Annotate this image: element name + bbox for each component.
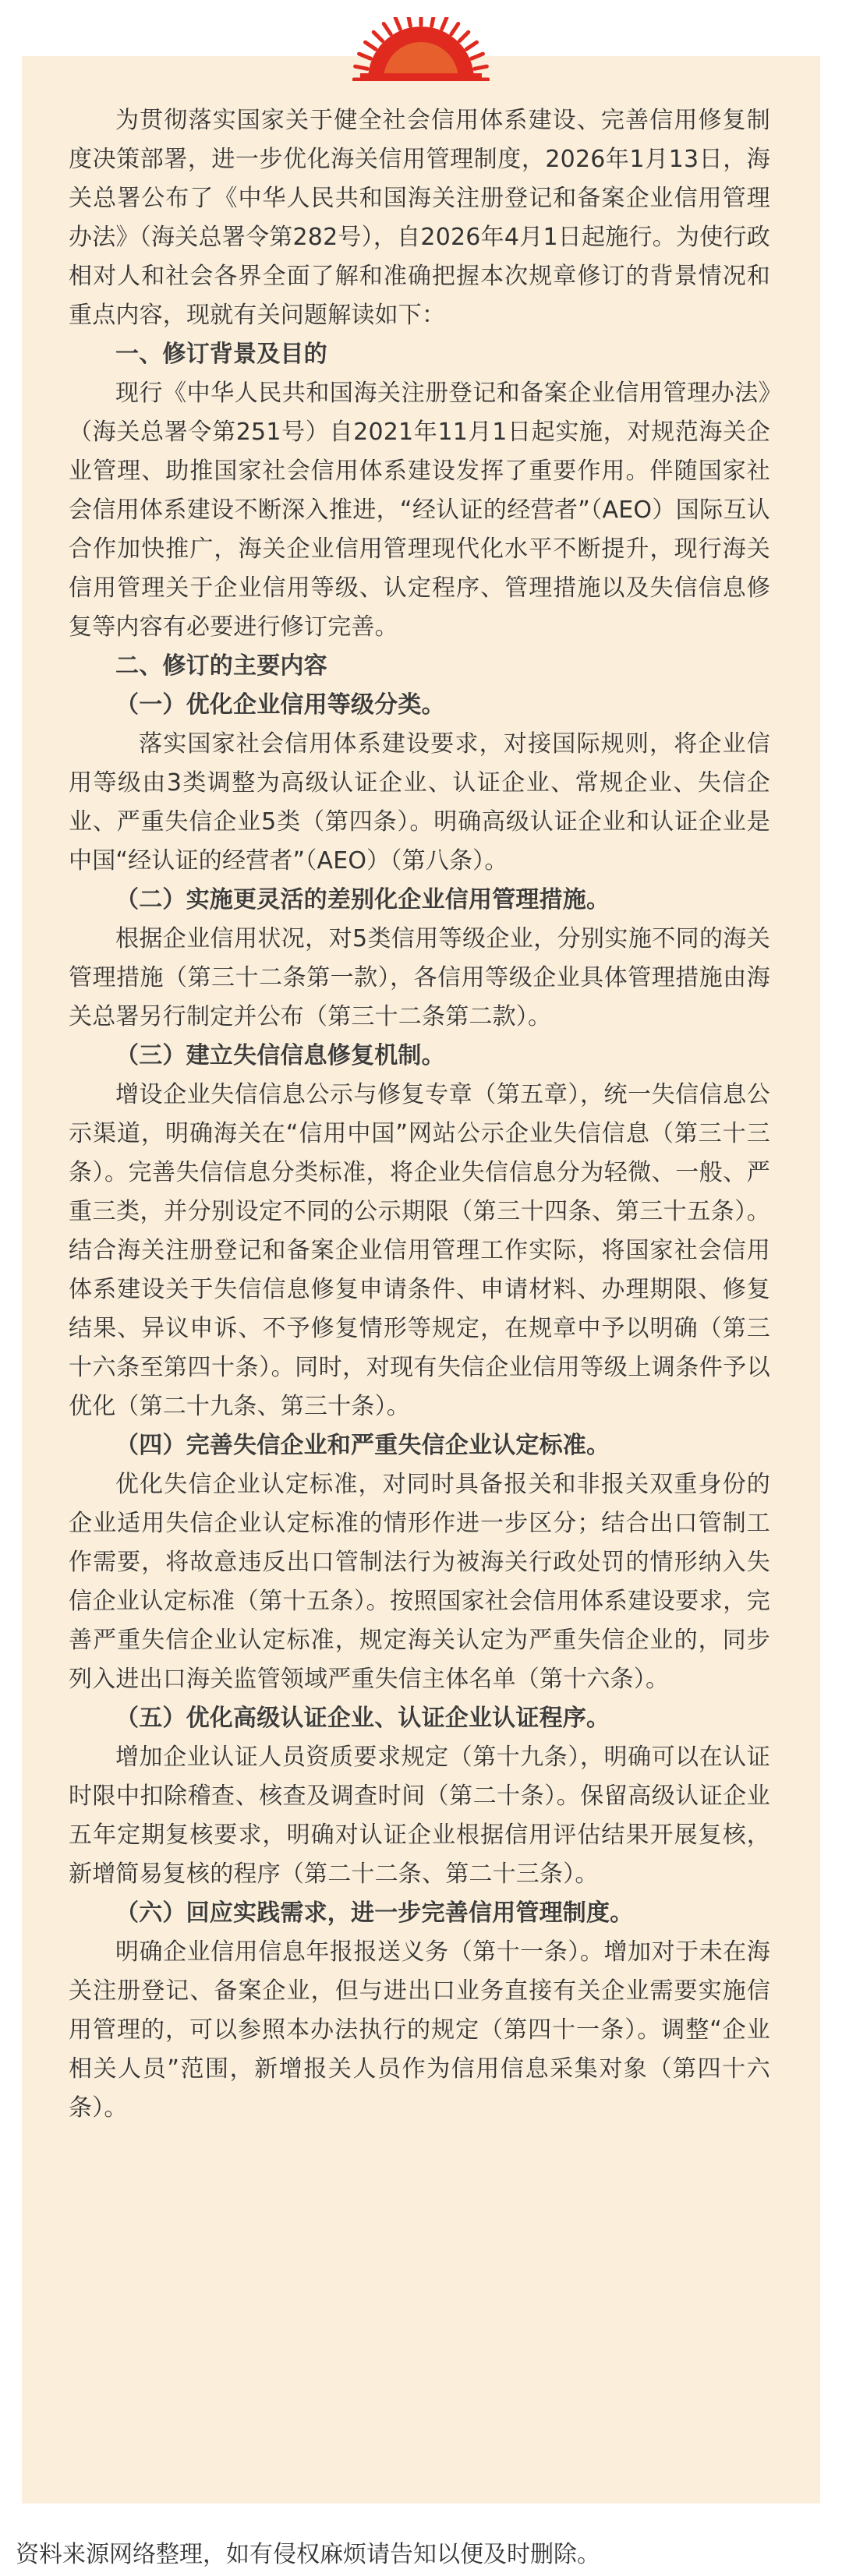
- article-body: [69, 101, 770, 2128]
- sunburst-emblem-icon: [352, 17, 490, 81]
- paragraph-credit-grades: 落实国家社会信用体系建设要求，对接国际规则，将企业信用等级由3类调整为高级认证企业、认证企业、常规企业、失信企业、严重失信企业5类（第四条）。明确高级认证企业和认证企业是中国“经认证的经营者”（AEO）（第八条）。: [69, 730, 770, 875]
- subheading-credit-grades: （一）优化企业信用等级分类。: [115, 691, 445, 719]
- section-heading-background: 一、修订背景及目的: [115, 341, 327, 368]
- background-paragraph: 现行《中华人民共和国海关注册登记和备案企业信用管理办法》（海关总署令第251号）自2021年11月1日起实施，对规范海关企业管理、助推国家社会信用体系建设发挥了重要作用。伴随国家社会信用体系建设不断深入推进，“经认证的经营者”（AEO）国际互认合作加快推广，海关企业信用管理现代化水平不断提升，现行海关信用管理关于企业信用等级、认定程序、管理措施以及失信信息修复等内容有必要进行修订完善。: [69, 380, 770, 641]
- subheading-certification-procedure: （五）优化高级认证企业、认证企业认证程序。: [115, 1705, 610, 1732]
- section-heading-main-content: 二、修订的主要内容: [115, 652, 327, 680]
- paragraph-practice-needs: 明确企业信用信息年报报送义务（第十一条）。增加对于未在海关注册登记、备案企业，但与进出口业务直接有关企业需要实施信用管理的，可以参照本办法执行的规定（第四十一条）。调整“企业相关人员”范围，新增报关人员作为信用信息采集对象（第四十六条）。: [69, 1938, 770, 2122]
- paragraph-certification-procedure: 增加企业认证人员资质要求规定（第十九条），明确可以在认证时限中扣除稽查、核查及调查时间（第二十条）。保留高级认证企业五年定期复核要求，明确对认证企业根据信用评估结果开展复核，新增简易复核的程序（第二十二条、第二十三条）。: [69, 1744, 770, 1888]
- subheading-credit-repair: （三）建立失信信息修复机制。: [115, 1042, 445, 1069]
- intro-paragraph: 为贯彻落实国家关于健全社会信用体系建设、完善信用修复制度决策部署，进一步优化海关信用管理制度，2026年1月13日，海关总署公布了《中华人民共和国海关注册登记和备案企业信用管理办法》（海关总署令第282号），自2026年4月1日起施行。为使行政相对人和社会各界全面了解和准确把握本次规章修订的背景情况和重点内容，现就有关问题解读如下：: [69, 107, 770, 329]
- paragraph-credit-repair: 增设企业失信信息公示与修复专章（第五章），统一失信信息公示渠道，明确海关在“信用中国”网站公示企业失信信息（第三十三条）。完善失信信息分类标准，将企业失信信息分为轻微、一般、严重三类，并分别设定不同的公示期限（第三十四条、第三十五条）。结合海关注册登记和备案企业信用管理工作实际，将国家社会信用体系建设关于失信信息修复申请条件、申请材料、办理期限、修复结果、异议申诉、不予修复情形等规定，在规章中予以明确（第三十六条至第四十条）。同时，对现有失信企业信用等级上调条件予以优化（第二十九条、第三十条）。: [69, 1081, 770, 1420]
- subheading-practice-needs: （六）回应实践需求，进一步完善信用管理制度。: [115, 1899, 634, 1927]
- paragraph-dishonest-standards: 优化失信企业认定标准，对同时具备报关和非报关双重身份的企业适用失信企业认定标准的情形作进一步区分；结合出口管制工作需要，将故意违反出口管制法行为被海关行政处罚的情形纳入失信企业认定标准（第十五条）。按照国家社会信用体系建设要求，完善严重失信企业认定标准，规定海关认定为严重失信企业的，同步列入进出口海关监管领域严重失信主体名单（第十六条）。: [69, 1471, 770, 1693]
- subheading-dishonest-standards: （四）完善失信企业和严重失信企业认定标准。: [115, 1432, 610, 1459]
- source-disclaimer: 资料来源网络整理，如有侵权麻烦请告知以便及时删除。: [16, 2541, 600, 2568]
- paragraph-differentiated-measures: 根据企业信用状况，对5类信用等级企业，分别实施不同的海关管理措施（第三十二条第一款），各信用等级企业具体管理措施由海关总署另行制定并公布（第三十二条第二款）。: [69, 925, 770, 1030]
- subheading-differentiated-measures: （二）实施更灵活的差别化企业信用管理措施。: [115, 886, 610, 913]
